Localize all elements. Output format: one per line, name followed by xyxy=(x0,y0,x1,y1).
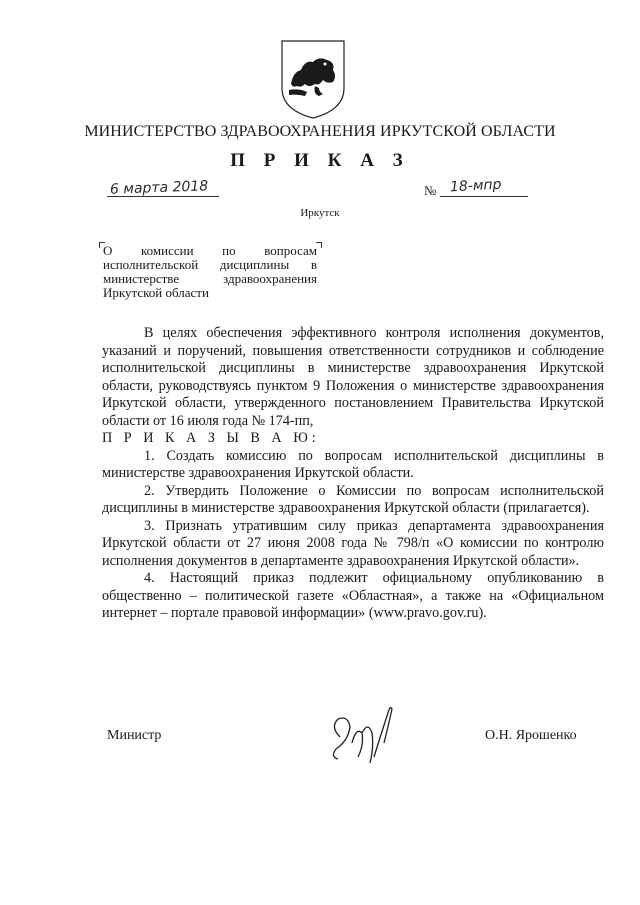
ministry-name: МИНИСТЕРСТВО ЗДРАВООХРАНЕНИЯ ИРКУТСКОЙ ОБЛАСТИ xyxy=(84,123,556,140)
subject-line: министерстве здравоохранения xyxy=(103,271,317,286)
order-date: 6 марта 2018 xyxy=(109,178,209,198)
city: Иркутск xyxy=(300,207,340,219)
order-number: 18-мпр xyxy=(449,176,502,196)
coat-of-arms-icon xyxy=(279,38,347,120)
subject-line: Иркутской области xyxy=(103,285,209,300)
order-subject xyxy=(103,244,317,300)
order-word: П Р И К А З Ы В А Ю: xyxy=(102,430,320,446)
order-item-4: 4. Настоящий приказ подлежит официальному опубликованию в общественно – политической газете «Областная», а также на «Официальном интернет – портале правовой информации» (www.pravo.gov.ru). xyxy=(102,570,604,621)
document-title: П Р И К А З xyxy=(230,150,410,171)
handwritten-signature-icon xyxy=(318,697,418,771)
subject-line: О комиссии по вопросам xyxy=(103,243,317,258)
number-sign: № xyxy=(424,183,437,198)
subject-line: исполнительской дисциплины в xyxy=(103,257,317,272)
order-body xyxy=(102,325,604,623)
number-underline xyxy=(440,196,528,197)
order-item-1: 1. Создать комиссию по вопросам исполнительской дисциплины в министерстве здравоохранения Иркутской области. xyxy=(102,447,604,481)
signatory-name: О.Н. Ярошенко xyxy=(485,728,577,743)
date-underline xyxy=(107,196,219,197)
order-item-3: 3. Признать утратившим силу приказ департамента здравоохранения Иркутской области от 27 июня 2008 года № 798/п «О комиссии по контролю исполнения документов в департаменте здравоохранения Иркутской области». xyxy=(102,517,604,569)
preamble: В целях обеспечения эффективного контроля исполнения документов, указаний и поручений, повышения ответственности сотрудников и соблюдение исполнительской дисциплины в министерстве здравоохранения Иркутской области, руководствуясь пунктом 9 Положения о министерстве здравоохранения Иркутской области, утвержденного постановлением Правительства Иркутской области от 16 июля года № 174-пп, xyxy=(102,325,604,429)
order-item-2: 2. Утвердить Положение о Комиссии по вопросам исполнительской дисциплины в министерстве здравоохранения Иркутской области (прилагается). xyxy=(102,482,604,516)
signatory-position: Министр xyxy=(107,728,162,743)
